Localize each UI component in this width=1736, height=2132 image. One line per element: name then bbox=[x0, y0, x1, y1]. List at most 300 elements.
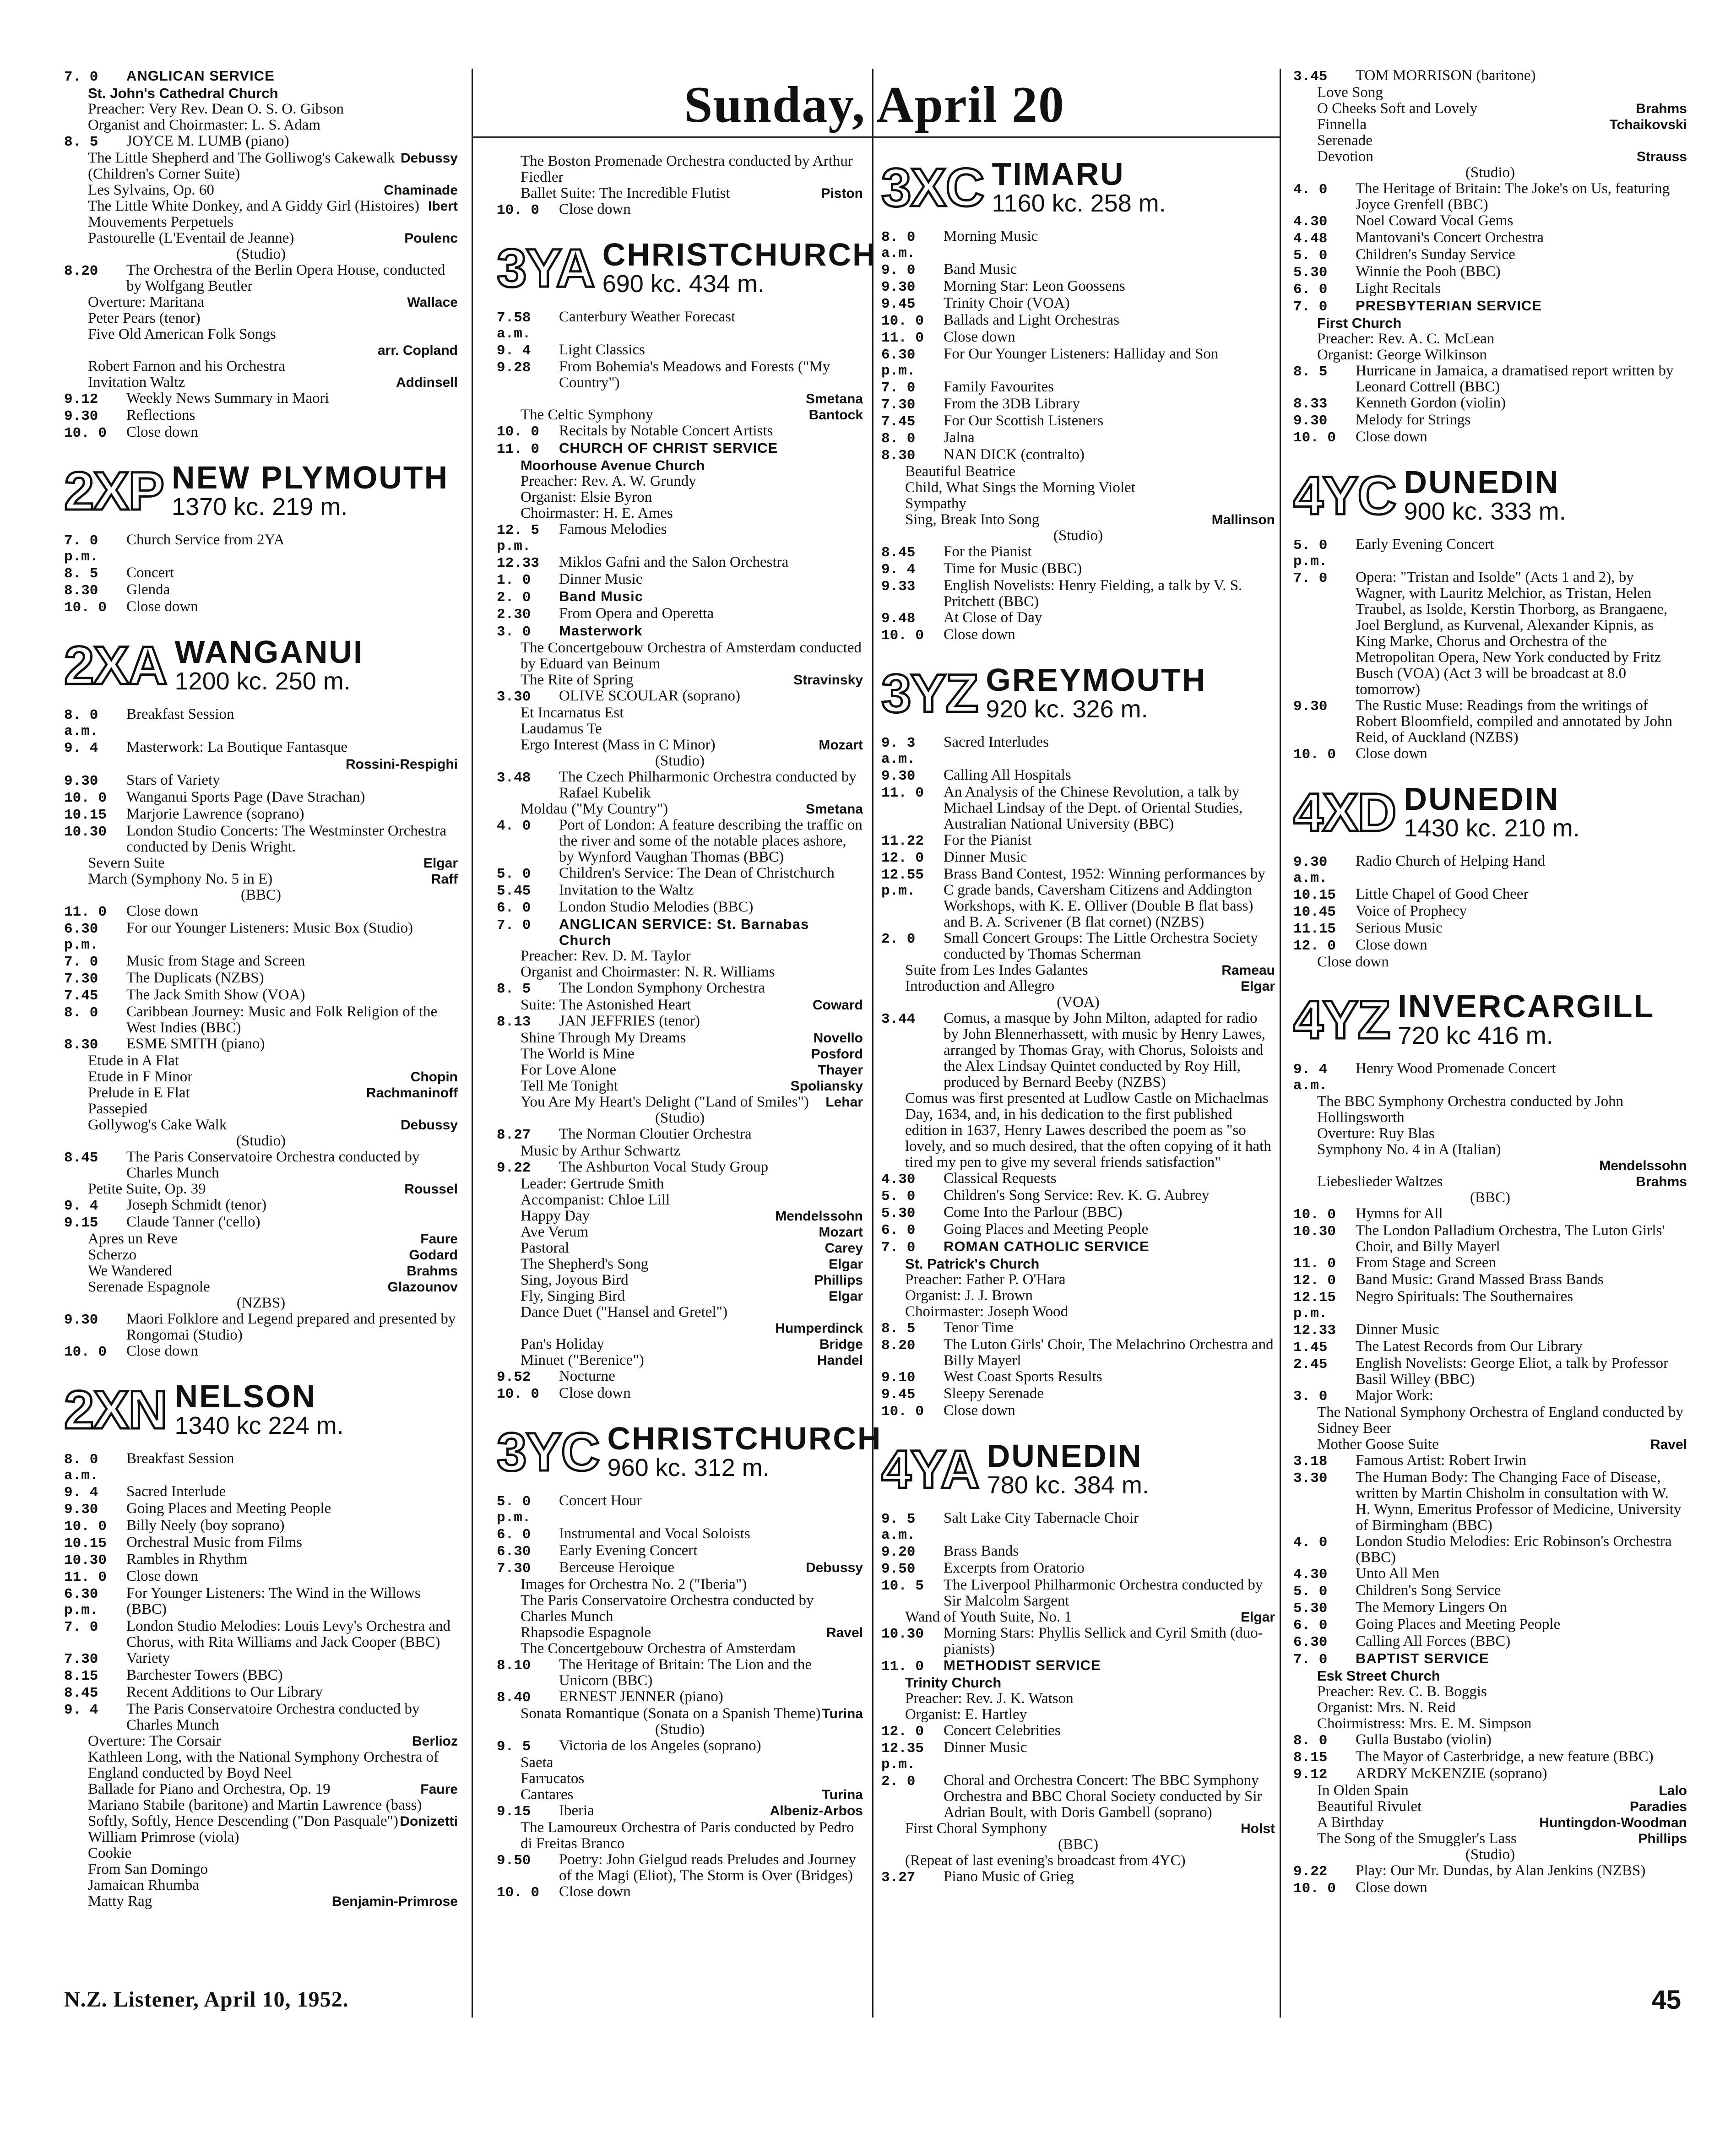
program-item bbox=[497, 1706, 863, 1722]
program-time: 9. 4 bbox=[64, 1198, 98, 1214]
program-time: 11.22 bbox=[881, 833, 924, 849]
program-time: 8.30 bbox=[881, 448, 916, 464]
program-title: At Close of Day bbox=[944, 609, 1042, 626]
station-info bbox=[175, 1380, 344, 1439]
program-title: ARDRY McKENZIE (soprano) bbox=[1356, 1765, 1547, 1782]
composer-name: Spoliansky bbox=[790, 1079, 863, 1094]
program-title: Wanganui Sports Page (Dave Strachan) bbox=[126, 789, 365, 805]
composer-name: Strauss bbox=[1636, 149, 1687, 164]
program-entry bbox=[1293, 886, 1687, 903]
program-entry bbox=[1293, 1566, 1687, 1583]
program-detail: Farrucatos bbox=[521, 1770, 585, 1787]
program-entry bbox=[497, 1884, 863, 1901]
program-title: Victoria de los Angeles (soprano) bbox=[559, 1737, 761, 1754]
program-detail: Organist: Elsie Byron bbox=[521, 489, 652, 505]
program-title: Salt Lake City Tabernacle Choir bbox=[944, 1510, 1139, 1526]
program-title: Concert Hour bbox=[559, 1492, 642, 1509]
program-list bbox=[64, 1451, 458, 1910]
program-time: 5. 0 bbox=[881, 1188, 916, 1204]
program-title: Miklos Gafni and the Salon Orchestra bbox=[559, 554, 789, 570]
program-title: Noel Coward Vocal Gems bbox=[1356, 212, 1514, 229]
composer-name: Elgar bbox=[1240, 979, 1275, 994]
program-item bbox=[881, 1609, 1275, 1625]
station-header bbox=[1293, 986, 1687, 1054]
program-detail: Cookie bbox=[88, 1845, 132, 1861]
program-time: 10.45 bbox=[1293, 904, 1336, 920]
program-title: The Liverpool Philharmonic Orchestra conducted by Sir Malcolm Sargent bbox=[944, 1577, 1263, 1609]
piece-title: Tell Me Tonight bbox=[521, 1078, 618, 1094]
station-header bbox=[881, 1435, 1275, 1504]
program-title: ESME SMITH (piano) bbox=[126, 1036, 265, 1052]
station-name: TIMARU bbox=[992, 156, 1125, 192]
station-callsign: 3YA bbox=[497, 238, 594, 298]
program-detail: Preacher: Rev. J. K. Watson bbox=[905, 1690, 1074, 1707]
program-time: 3.45 bbox=[1293, 69, 1328, 85]
page-masthead: Sunday, April 20 bbox=[684, 76, 1065, 133]
station-header bbox=[881, 659, 1275, 728]
program-entry bbox=[497, 1738, 863, 1755]
program-detail: The Lamoureux Orchestra of Paris conducted by Pedro di Freitas Branco bbox=[521, 1819, 854, 1852]
program-entry bbox=[881, 849, 1275, 866]
church-name: St. Patrick's Church bbox=[905, 1256, 1040, 1272]
program-entry bbox=[881, 295, 1275, 312]
program-time: 8.15 bbox=[64, 1668, 98, 1684]
composer-name: Turina bbox=[822, 1706, 863, 1721]
program-title: Close down bbox=[126, 424, 198, 440]
program-detail: Sympathy bbox=[905, 495, 966, 512]
program-detail: Organist: Mrs. N. Reid bbox=[1317, 1699, 1456, 1716]
piece-title: Pan's Holiday bbox=[521, 1336, 604, 1352]
source-note: (Studio) bbox=[1465, 1846, 1515, 1863]
piece-title: Shine Through My Dreams bbox=[521, 1030, 686, 1046]
composer-name: Stravinsky bbox=[793, 673, 863, 688]
program-time: 2.30 bbox=[497, 607, 531, 623]
program-time: 10.15 bbox=[64, 1535, 107, 1552]
program-time: 9.30 bbox=[64, 1312, 98, 1328]
piece-title: The World is Mine bbox=[521, 1046, 635, 1062]
program-item bbox=[497, 1625, 863, 1641]
program-entry bbox=[497, 882, 863, 899]
composer-name: Carey bbox=[825, 1241, 863, 1256]
composer-name: Novello bbox=[813, 1031, 863, 1046]
program-entry bbox=[881, 561, 1275, 578]
station-info bbox=[986, 664, 1206, 723]
program-time: 8.45 bbox=[881, 545, 916, 561]
program-entry bbox=[64, 1568, 458, 1585]
piece-title: Overture: Maritana bbox=[88, 294, 204, 310]
program-item bbox=[1293, 1799, 1687, 1815]
program-detail: Child, What Sings the Morning Violet bbox=[905, 479, 1135, 496]
program-item bbox=[1293, 1437, 1687, 1453]
program-time: 12.55 p.m. bbox=[881, 867, 924, 899]
program-title: The Ashburton Vocal Study Group bbox=[559, 1159, 769, 1175]
program-title: London Studio Melodies: Eric Robinson's Orchestra (BBC) bbox=[1356, 1533, 1672, 1566]
program-entry bbox=[64, 1667, 458, 1684]
program-entry bbox=[881, 1657, 1275, 1675]
program-detail: Choirmaster: Joseph Wood bbox=[905, 1303, 1069, 1320]
program-entry bbox=[497, 623, 863, 640]
station-info bbox=[1404, 783, 1580, 842]
program-title: Marjorie Lawrence (soprano) bbox=[126, 806, 304, 822]
program-time: 12.35 p.m. bbox=[881, 1741, 924, 1773]
program-entry bbox=[881, 1577, 1275, 1609]
source-note: (Studio) bbox=[1053, 527, 1103, 544]
program-detail: From San Domingo bbox=[88, 1861, 208, 1877]
program-title: Close down bbox=[126, 1343, 198, 1359]
station-frequency: 900 kc. 333 m. bbox=[1404, 498, 1566, 526]
program-time: 1.45 bbox=[1293, 1340, 1328, 1356]
program-entry bbox=[64, 1535, 458, 1552]
program-entry bbox=[64, 920, 458, 953]
composer-name: Brahms bbox=[407, 1264, 458, 1279]
program-title: Ballads and Light Orchestras bbox=[944, 312, 1119, 328]
program-entry bbox=[1293, 920, 1687, 937]
program-time: 9.48 bbox=[881, 611, 916, 627]
program-entry bbox=[881, 447, 1275, 464]
program-title: Going Places and Meeting People bbox=[944, 1221, 1149, 1237]
station-frequency: 960 kc. 312 m. bbox=[607, 1454, 770, 1482]
program-title: Voice of Prophecy bbox=[1356, 903, 1467, 919]
program-title: METHODIST SERVICE bbox=[944, 1657, 1101, 1673]
piece-title: Pastoral bbox=[521, 1240, 570, 1256]
program-time: 7.30 bbox=[64, 971, 98, 987]
program-list bbox=[1293, 853, 1687, 970]
program-detail: Comus was first presented at Ludlow Castle on Michaelmas Day, 1634, and, in his dedication to the first published edition in 1637, Henry Lawes described the poem as "so lovely, and so much desired, that the often copying of it hath tired my pen to give my several friends satisfaction" bbox=[905, 1090, 1271, 1171]
piece-title: Sing, Break Into Song bbox=[905, 511, 1040, 528]
program-time: 8.40 bbox=[497, 1690, 531, 1706]
column-rule-3 bbox=[1280, 69, 1281, 2018]
program-entry bbox=[1293, 213, 1687, 230]
source-note: (Studio) bbox=[236, 1133, 286, 1149]
program-entry bbox=[497, 1543, 863, 1560]
program-detail: Laudamus Te bbox=[521, 721, 602, 737]
program-entry bbox=[1293, 363, 1687, 395]
program-entry bbox=[497, 423, 863, 440]
program-title: From Opera and Operetta bbox=[559, 605, 714, 622]
program-entry bbox=[881, 1320, 1275, 1337]
program-time: 10. 0 bbox=[497, 1885, 540, 1901]
program-title: Calling All Hospitals bbox=[944, 767, 1071, 783]
station-callsign: 2XN bbox=[64, 1380, 167, 1440]
program-entry bbox=[64, 1197, 458, 1214]
program-title: The Heritage of Britain: The Joke's on Us, featuring Joyce Grenfell (BBC) bbox=[1356, 180, 1670, 213]
composer-name: Albeniz-Arbos bbox=[770, 1803, 863, 1818]
piece-title: Serenade Espagnole bbox=[88, 1279, 210, 1295]
program-entry bbox=[497, 309, 863, 342]
station-callsign: 3XC bbox=[881, 157, 984, 218]
program-entry bbox=[64, 133, 458, 150]
program-title: Band Music: Grand Massed Brass Bands bbox=[1356, 1271, 1604, 1288]
composer-name: Huntingdon-Woodman bbox=[1539, 1815, 1687, 1830]
piece-title: Matty Rag bbox=[88, 1893, 152, 1910]
program-entry bbox=[1293, 1766, 1687, 1783]
program-item bbox=[497, 1208, 863, 1224]
program-item bbox=[497, 1078, 863, 1094]
program-item bbox=[64, 1733, 458, 1749]
program-time: 12.33 bbox=[497, 555, 540, 571]
program-time: 8. 5 bbox=[881, 1321, 916, 1337]
program-list bbox=[881, 228, 1275, 644]
program-detail: Preacher: Father P. O'Hara bbox=[905, 1271, 1066, 1288]
program-entry bbox=[881, 1369, 1275, 1386]
program-entry bbox=[64, 391, 458, 407]
source-note: (Studio) bbox=[1465, 164, 1515, 181]
program-entry bbox=[1293, 298, 1687, 315]
station-callsign: 3YC bbox=[497, 1422, 599, 1482]
program-entry bbox=[497, 1657, 863, 1689]
program-title: London Studio Melodies: Louis Levy's Orchestra and Chorus, with Rita Williams and Jack Cooper (BBC) bbox=[126, 1618, 451, 1650]
program-entry bbox=[881, 1204, 1275, 1221]
program-item bbox=[1293, 1815, 1687, 1831]
composer-name: Tchaikovski bbox=[1609, 117, 1687, 132]
program-item bbox=[1293, 117, 1687, 133]
program-detail: Organist and Choirmaster: N. R. Williams bbox=[521, 964, 775, 980]
program-title: Close down bbox=[944, 1402, 1015, 1419]
program-time: 10. 0 bbox=[1293, 1207, 1336, 1223]
program-item bbox=[497, 1094, 863, 1110]
program-time: 8. 0 a.m. bbox=[64, 707, 98, 739]
program-time: 10.15 bbox=[1293, 887, 1336, 903]
program-time: 6. 0 bbox=[1293, 1617, 1328, 1633]
program-item bbox=[64, 1181, 458, 1197]
program-title: For the Pianist bbox=[944, 543, 1032, 560]
station-name: DUNEDIN bbox=[1404, 464, 1560, 500]
program-entry bbox=[64, 1650, 458, 1667]
program-time: 3.18 bbox=[1293, 1454, 1328, 1470]
program-entry bbox=[64, 1343, 458, 1360]
program-time: 9.30 bbox=[1293, 413, 1328, 429]
program-entry bbox=[1293, 746, 1687, 763]
station-name: INVERCARGILL bbox=[1398, 988, 1655, 1025]
program-list bbox=[1293, 68, 1687, 446]
piece-title: For Love Alone bbox=[521, 1062, 616, 1078]
program-title: Little Chapel of Good Cheer bbox=[1356, 886, 1529, 902]
program-time: 8.45 bbox=[64, 1685, 98, 1701]
program-entry bbox=[497, 980, 863, 997]
program-detail: Preacher: Rev. A. W. Grundy bbox=[521, 473, 696, 489]
station-name: DUNEDIN bbox=[1404, 781, 1560, 817]
program-time: 9.30 bbox=[881, 279, 916, 295]
program-title: Church Service from 2YA bbox=[126, 532, 285, 548]
program-item bbox=[64, 1247, 458, 1263]
program-entry bbox=[497, 571, 863, 588]
program-time: 10.30 bbox=[64, 1552, 107, 1568]
program-time: 10. 0 bbox=[881, 628, 924, 644]
station-info bbox=[992, 158, 1166, 217]
program-title: From the 3DB Library bbox=[944, 396, 1080, 412]
program-entry bbox=[881, 1625, 1275, 1657]
program-entry bbox=[64, 1311, 458, 1343]
program-time: 4. 0 bbox=[1293, 1535, 1328, 1551]
program-detail: The BBC Symphony Orchestra conducted by John Hollingsworth bbox=[1317, 1093, 1624, 1126]
program-time: 6.30 p.m. bbox=[881, 347, 916, 379]
program-time: 9.12 bbox=[1293, 1767, 1328, 1783]
program-entry bbox=[64, 970, 458, 987]
program-title: Band Music bbox=[944, 261, 1017, 277]
program-entry bbox=[1293, 537, 1687, 570]
program-title: The London Symphony Orchestra bbox=[559, 980, 765, 996]
program-entry bbox=[497, 440, 863, 457]
composer-name: Brahms bbox=[1636, 1174, 1687, 1189]
program-item bbox=[497, 185, 863, 201]
piece-title: Gollywog's Cake Walk bbox=[88, 1117, 227, 1133]
composer-name: Elgar bbox=[1240, 1610, 1275, 1625]
station-name: DUNEDIN bbox=[987, 1438, 1143, 1474]
program-entry bbox=[1293, 1453, 1687, 1470]
piece-title: Severn Suite bbox=[88, 855, 165, 871]
program-entry bbox=[497, 1560, 863, 1577]
program-time: 7. 0 bbox=[881, 380, 916, 396]
program-entry bbox=[64, 407, 458, 424]
program-entry bbox=[881, 396, 1275, 413]
program-time: 9. 4 bbox=[64, 1702, 98, 1718]
program-time: 11. 0 bbox=[64, 1569, 107, 1585]
piece-title: Minuet ("Berenice") bbox=[521, 1352, 644, 1368]
program-item bbox=[64, 374, 458, 391]
piece-title: Overture: The Corsair bbox=[88, 1733, 221, 1749]
program-time: 8.30 bbox=[64, 1037, 98, 1053]
program-title: Instrumental and Vocal Soloists bbox=[559, 1525, 750, 1542]
program-title: Time for Music (BBC) bbox=[944, 560, 1082, 577]
program-title: Close down bbox=[126, 1568, 198, 1584]
piece-title: Ave Verum bbox=[521, 1224, 589, 1240]
program-title: Excerpts from Oratorio bbox=[944, 1560, 1085, 1576]
source-note: (Studio) bbox=[236, 246, 286, 262]
program-detail: The Concertgebouw Orchestra of Amsterdam conducted by Eduard van Beinum bbox=[521, 640, 862, 672]
program-title: The Latest Records from Our Library bbox=[1356, 1338, 1583, 1355]
program-entry bbox=[497, 588, 863, 606]
program-entry bbox=[64, 599, 458, 616]
program-time: 10. 5 bbox=[881, 1578, 924, 1594]
program-detail: Mariano Stabile (baritone) and Martin Lawrence (bass) bbox=[88, 1797, 422, 1813]
program-title: Sacred Interludes bbox=[944, 734, 1049, 750]
program-entry bbox=[64, 424, 458, 441]
piece-title: The Little White Donkey, and A Giddy Girl (Histoires) bbox=[88, 198, 420, 214]
program-title: Poetry: John Gielgud reads Preludes and Journey of the Magi (Eliot), The Storm is Over (Bridges) bbox=[559, 1851, 856, 1884]
composer-name: Holst bbox=[1241, 1821, 1275, 1836]
piece-title: Petite Suite, Op. 39 bbox=[88, 1181, 206, 1197]
program-detail: The Boston Promenade Orchestra conducted by Arthur Fiedler bbox=[521, 153, 853, 185]
program-entry bbox=[497, 521, 863, 554]
program-list bbox=[64, 68, 458, 441]
program-time: 8. 5 bbox=[497, 981, 531, 997]
program-time: 9. 3 a.m. bbox=[881, 735, 916, 767]
program-time: 9.30 bbox=[881, 768, 916, 784]
program-time: 2. 0 bbox=[881, 931, 916, 947]
program-title: Famous Artist: Robert Irwin bbox=[1356, 1452, 1527, 1469]
program-item bbox=[64, 1117, 458, 1133]
program-item bbox=[497, 1352, 863, 1368]
station-frequency: 1370 kc. 219 m. bbox=[172, 493, 348, 521]
program-detail: Preacher: Rev. A. C. McLean bbox=[1317, 331, 1495, 347]
station-name: CHRISTCHURCH bbox=[602, 237, 877, 273]
program-detail: Symphony No. 4 in A (Italian) bbox=[1317, 1141, 1501, 1158]
program-time: 3.27 bbox=[881, 1870, 916, 1886]
program-item bbox=[64, 198, 458, 214]
program-detail: The Concertgebouw Orchestra of Amsterdam bbox=[521, 1640, 796, 1657]
piece-title: Sonata Romantique (Sonata on a Spanish Theme) bbox=[521, 1705, 821, 1722]
program-entry bbox=[881, 1386, 1275, 1403]
program-title: Mantovani's Concert Orchestra bbox=[1356, 229, 1544, 246]
source-note: (NZBS) bbox=[236, 1295, 286, 1311]
piece-title: Ergo Interest (Mass in C Minor) bbox=[521, 737, 716, 753]
piece-title: March (Symphony No. 5 in E) bbox=[88, 871, 273, 887]
program-detail: Overture: Ruy Blas bbox=[1317, 1125, 1435, 1142]
program-time: 10. 0 bbox=[497, 424, 540, 440]
program-title: ANGLICAN SERVICE bbox=[126, 68, 275, 84]
program-item bbox=[1293, 1174, 1687, 1190]
program-detail: Images for Orchestra No. 2 ("Iberia") bbox=[521, 1576, 747, 1593]
piece-title: Moldau ("My Country") bbox=[521, 801, 668, 817]
program-title: London Studio Concerts: The Westminster Orchestra conducted by Denis Wright. bbox=[126, 823, 447, 855]
piece-title: Mother Goose Suite bbox=[1317, 1436, 1439, 1453]
program-time: 8.15 bbox=[1293, 1750, 1328, 1766]
program-time: 6. 0 bbox=[1293, 282, 1328, 298]
composer-name: Roussel bbox=[404, 1182, 458, 1197]
program-time: 7.30 bbox=[64, 1651, 98, 1667]
program-detail: Etude in A Flat bbox=[88, 1052, 179, 1069]
composer-name: Ibert bbox=[428, 199, 458, 214]
program-title: Close down bbox=[559, 201, 631, 217]
program-title: West Coast Sports Results bbox=[944, 1368, 1102, 1385]
program-entry bbox=[1293, 1650, 1687, 1668]
program-item bbox=[64, 150, 458, 182]
program-entry bbox=[497, 769, 863, 801]
program-title: BAPTIST SERVICE bbox=[1356, 1650, 1489, 1666]
program-entry bbox=[497, 1013, 863, 1030]
program-entry bbox=[881, 1238, 1275, 1256]
program-entry bbox=[1293, 230, 1687, 247]
program-time: 12. 0 bbox=[881, 850, 924, 866]
program-detail: Passepied bbox=[88, 1101, 148, 1117]
program-entry bbox=[64, 532, 458, 565]
program-entry bbox=[881, 312, 1275, 329]
program-title: ROMAN CATHOLIC SERVICE bbox=[944, 1238, 1150, 1254]
program-title: Port of London: A feature describing the traffic on the river and some of the notable places ashore, by Wynford Vaughan Thomas (BBC) bbox=[559, 817, 863, 865]
program-time: 5. 0 bbox=[1293, 248, 1328, 264]
program-entry bbox=[64, 987, 458, 1004]
station-info bbox=[1404, 466, 1566, 525]
program-title: Masterwork: La Boutique Fantasque bbox=[126, 739, 347, 755]
program-time: 7.30 bbox=[497, 1561, 531, 1577]
program-entry bbox=[1293, 1732, 1687, 1749]
station-info bbox=[987, 1440, 1149, 1499]
program-title: Close down bbox=[126, 598, 198, 615]
program-title: From Bohemia's Meadows and Forests ("My Country") bbox=[559, 358, 830, 391]
masthead-rule bbox=[472, 136, 1280, 138]
composer-name: Bantock bbox=[808, 407, 863, 423]
source-note: (Studio) bbox=[655, 753, 705, 769]
program-title: Jalna bbox=[944, 429, 975, 446]
program-title: Small Concert Groups: The Little Orchestra Society conducted by Thomas Scherman bbox=[944, 930, 1258, 962]
composer-name: Debussy bbox=[805, 1560, 863, 1575]
program-time: 6.30 p.m. bbox=[64, 1586, 98, 1618]
program-entry bbox=[881, 627, 1275, 644]
program-time: 8. 0 bbox=[64, 1005, 98, 1021]
program-entry bbox=[881, 1510, 1275, 1543]
program-entry bbox=[881, 228, 1275, 261]
program-title: Early Evening Concert bbox=[559, 1542, 698, 1559]
program-time: 9.30 a.m. bbox=[1293, 854, 1328, 886]
program-time: 2.45 bbox=[1293, 1356, 1328, 1373]
composer-name: Elgar bbox=[828, 1257, 863, 1272]
program-time: 9. 4 bbox=[881, 562, 916, 578]
composer-name: Smetana bbox=[805, 802, 863, 817]
program-list bbox=[64, 706, 458, 1360]
program-title: Morning Star: Leon Goossens bbox=[944, 278, 1125, 294]
program-item bbox=[497, 1272, 863, 1288]
program-entry bbox=[64, 1684, 458, 1701]
